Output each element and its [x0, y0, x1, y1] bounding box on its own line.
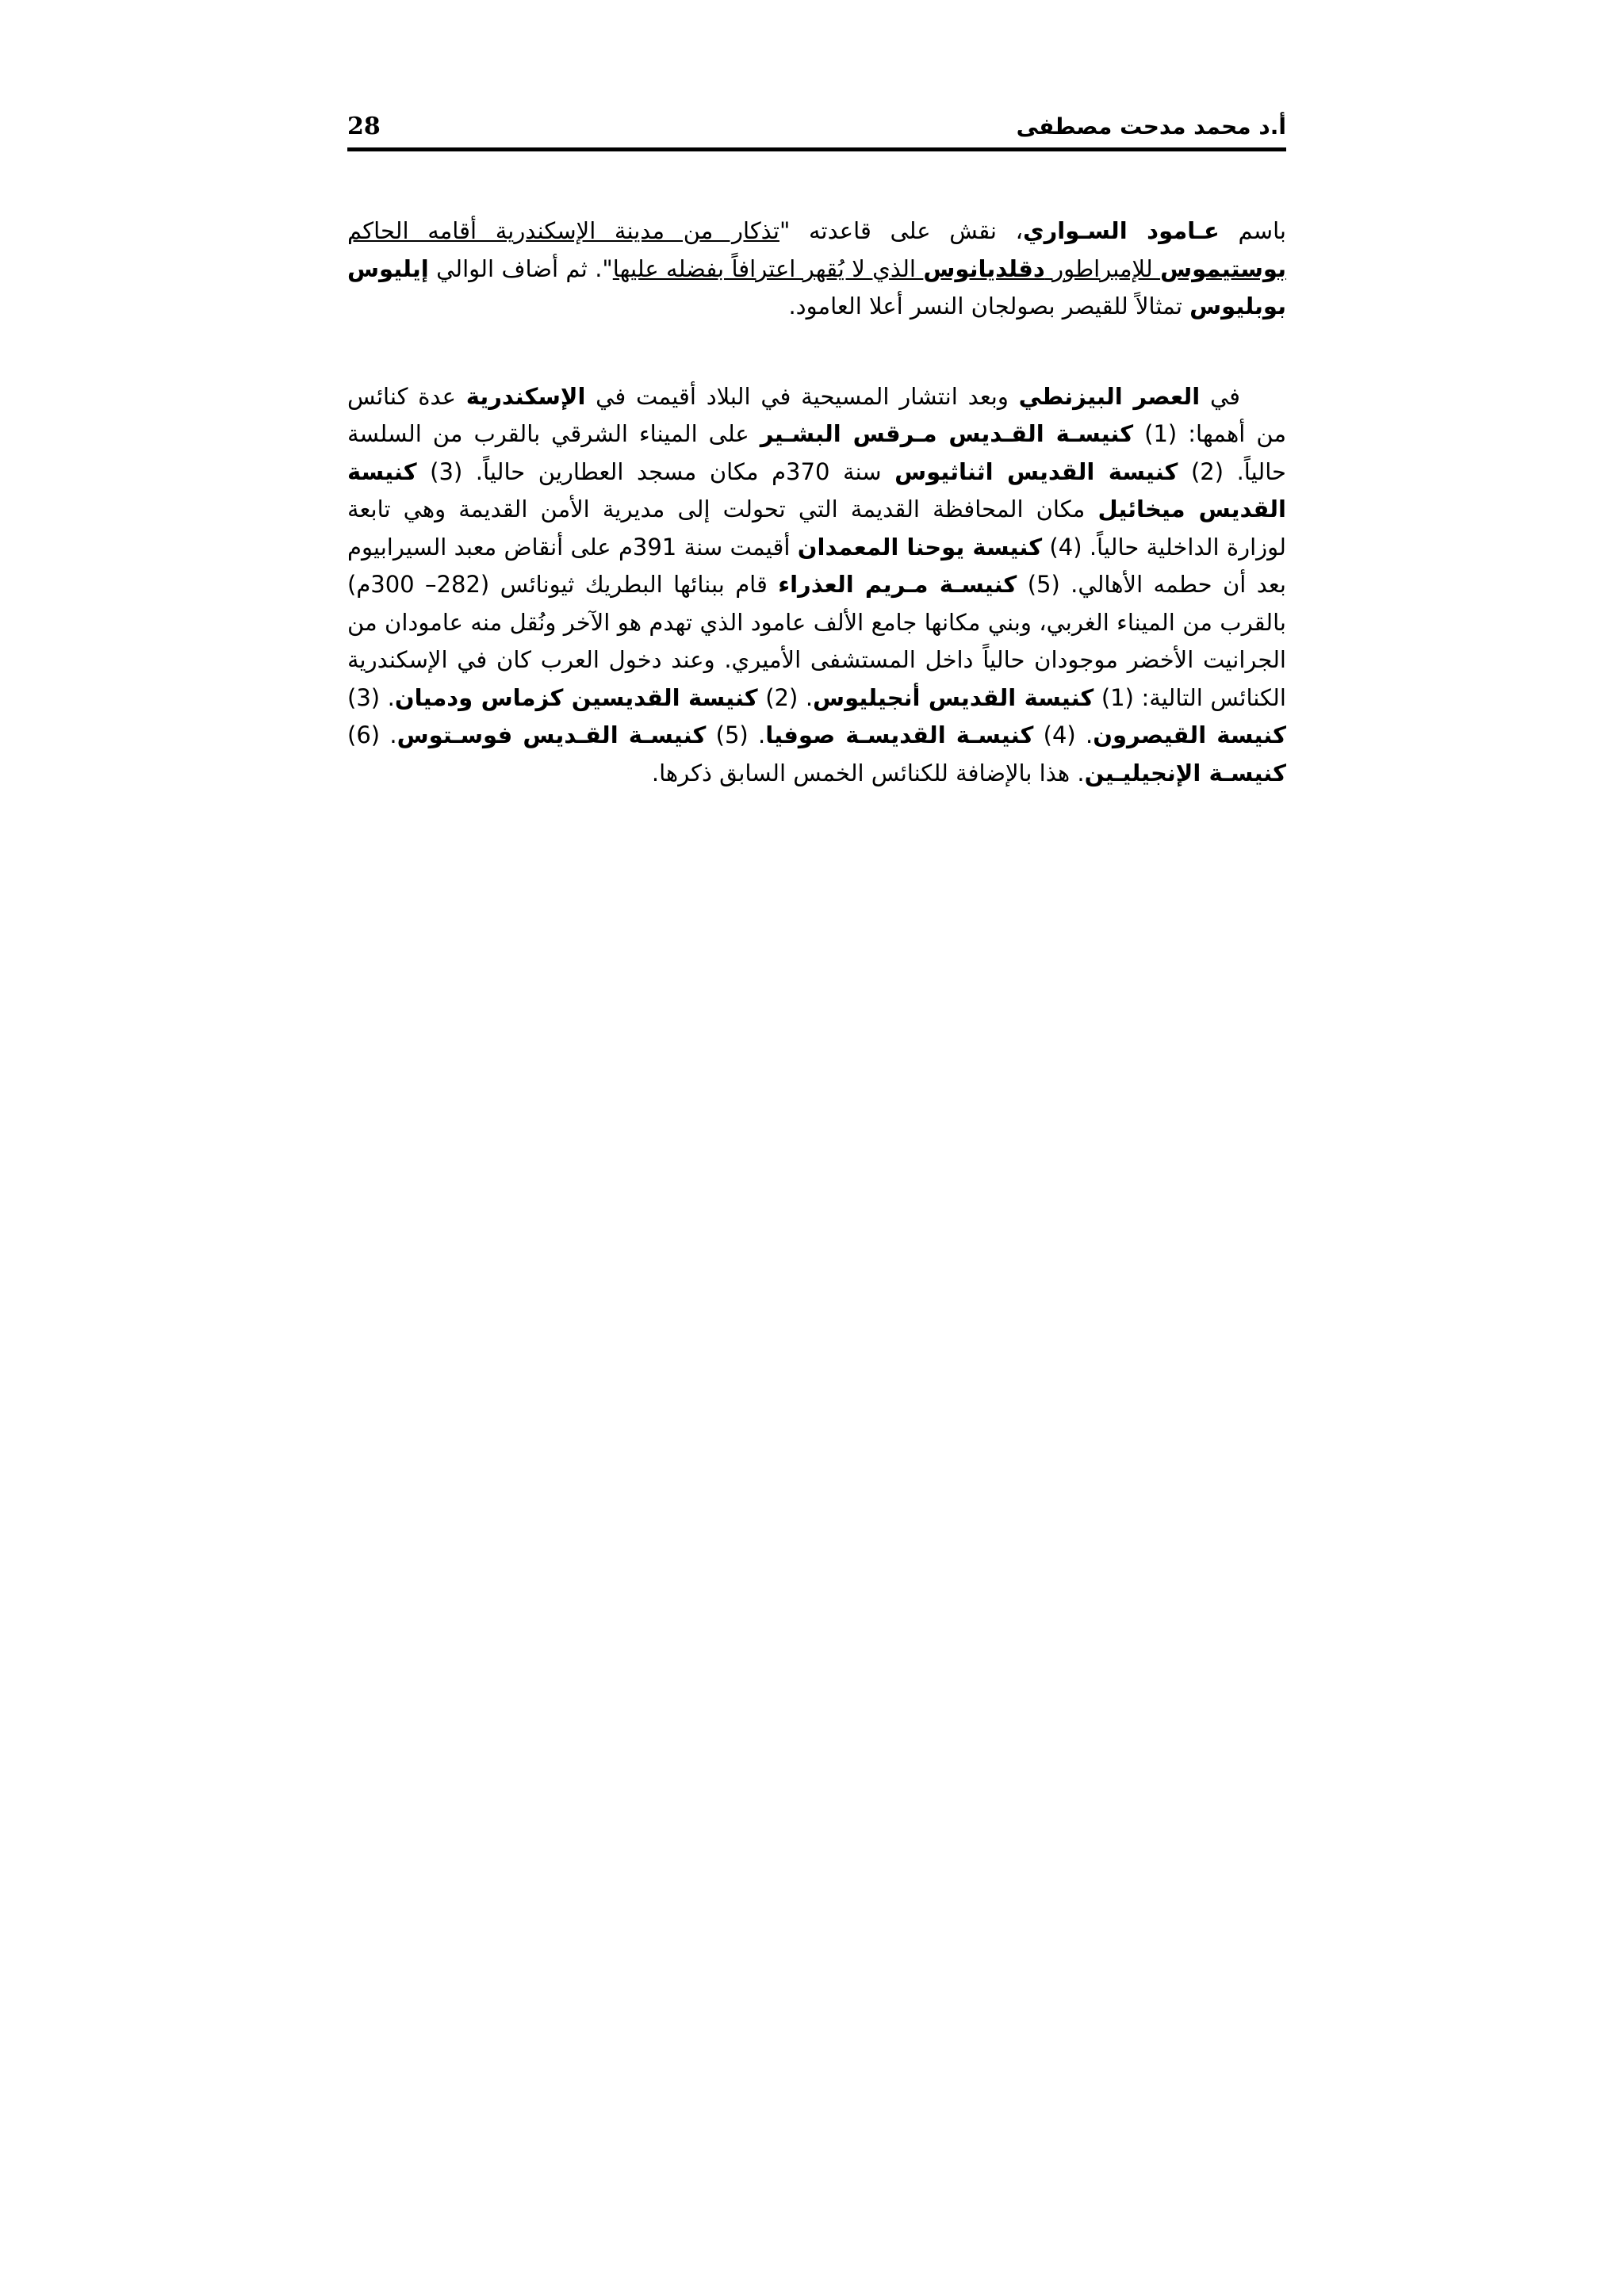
p2-text: . (4): [1033, 721, 1094, 748]
p2-bold-text: كنيسة يوحنا المعمدان: [797, 533, 1043, 561]
p2-bold-text: كنيسة القديس أنجيليوس: [813, 683, 1094, 711]
p2-text: . (3): [347, 683, 395, 711]
p2-bold-text: كنيسـة الإنجيليـين: [1084, 759, 1286, 786]
paragraph-2: [347, 378, 1286, 793]
paragraph-1: [347, 212, 1286, 326]
p2-text: سنة 370م مكان مسجد العطارين حالياً. (3): [416, 457, 895, 485]
p2-bold-text: كنيسـة القديسـة صوفيا: [765, 721, 1034, 748]
p2-bold-text: كنيسة القديس ميخائيل: [347, 457, 1286, 522]
p2-text: قام ببنائها البطريك ثيونائس (282– 300م) بالقرب من الميناء الغربي، وبني مكانها جامع الألف عامود الذي تهدم هو الآخر ونُقل منه عامودان من الجرانيت الأخضر موجودان حالياً داخل المستشفى الأميري. وعند دخول العرب كان في الإسكندرية الكنائس التالية: (1): [347, 571, 1286, 711]
p1-text: باسم: [1219, 217, 1286, 244]
document-body: [347, 212, 1286, 792]
p2-text: عدة كنائس من أهمها: (1): [347, 382, 1286, 447]
p2-text: في: [1200, 382, 1240, 410]
p1-text: ". ثم أضاف الوالي: [428, 254, 613, 282]
p1-text: ، نقش على قاعدته ": [779, 217, 1023, 244]
p1-bold-text: بوستيموس: [1160, 254, 1286, 282]
p2-bold-text: كنيسة القديس اثناثيوس: [894, 457, 1178, 485]
p2-bold-text: كنيسـة القـديس مـرقس البشـير: [760, 420, 1134, 447]
p2-bold-text: كنيسـة القـديس فوسـتوس: [396, 721, 707, 748]
p2-text: على الميناء الشرقي بالقرب من السلسة حالياً. (2): [347, 420, 1286, 485]
p1-text: تمثالاً للقيصر بصولجان النسر أعلا العامود.: [788, 293, 1190, 320]
p2-text: . (5): [706, 721, 766, 748]
header-divider: [347, 147, 1286, 151]
p1-text: الذي لا يُقهر اعترافاً بفضله عليها: [612, 254, 924, 282]
p2-text: . هذا بالإضافة للكنائس الخمس السابق ذكرها.: [651, 759, 1085, 786]
p2-bold-text: كنيسـة مـريم العذراء: [778, 571, 1017, 598]
p1-text: للإمبراطور: [1044, 254, 1161, 282]
p2-bold-text: كنيسة القديسين كزماس ودميان: [394, 683, 758, 711]
p2-text: . (6): [347, 721, 397, 748]
p1-text: تذكار من مدينة الإسكندرية أقامه الحاكم: [347, 217, 779, 244]
p1-bold-text: إيليوس بوبليوس: [347, 254, 1286, 320]
running-head-author: أ.د محمد مدحت مصطفى: [1016, 113, 1286, 140]
page-number: 28: [347, 113, 381, 140]
p2-text: مكان المحافظة القديمة التي تحولت إلى مديرية الأمن القديمة وهي تابعة لوزارة الداخلية حالياً. (4): [347, 496, 1286, 561]
p2-bold-text: كنيسة القيصرون: [1093, 721, 1286, 748]
p2-text: . (2): [757, 683, 814, 711]
p2-bold-text: الإسكندرية: [465, 382, 586, 410]
p2-bold-text: العصر البيزنطي: [1018, 382, 1201, 410]
p2-text: أقيمت سنة 391م على أنقاض معبد السيرابيوم بعد أن حطمه الأهالي. (5): [347, 533, 1286, 598]
page-header: [347, 105, 1286, 149]
p2-text: وبعد انتشار المسيحية في البلاد أقيمت في: [585, 382, 1019, 410]
p1-bold-text: عـامود السـواري: [1022, 217, 1220, 244]
p1-bold-text: دقلديانوس: [923, 254, 1045, 282]
